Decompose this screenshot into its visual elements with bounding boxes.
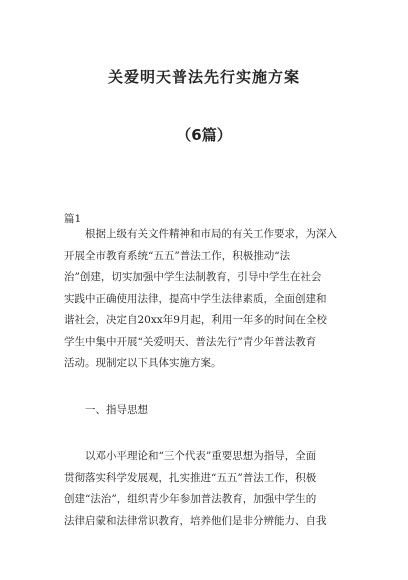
paragraph-line: 根据上级有关文件精神和市局的有关工作要求，为深入 [85, 228, 337, 240]
paragraph-2 [64, 446, 352, 532]
section-label: 篇1 [64, 213, 82, 225]
document-subtitle: （6篇） [176, 126, 232, 144]
section-heading: 一、指导思想 [85, 404, 148, 416]
paragraph-line: 实践中正确使用法律，提高中学生法律素质，全面创建和 [64, 292, 327, 305]
paragraph-line: 治”创建，切实加强中学生法制教育，引导中学生在社会 [64, 271, 322, 283]
paragraph-line: 开展全市教育系统“五五”普法工作，积极推动“法 [64, 249, 291, 262]
paragraph-line: 法律启蒙和法律常识教育，培养他们是非分辨能力、自我 [64, 514, 327, 527]
paragraph-line: 活动。现制定以下具体实施方案。 [64, 357, 222, 369]
paragraph-line: 谐社会，决定自20xx年9月起，利用一年多的时间在全校 [64, 314, 327, 326]
paragraph-line: 学生中集中开展“关爱明天、普法先行”青少年普法教育 [64, 335, 317, 348]
paragraph-line: 创建“法治”，组织青少年参加普法教育，加强中学生的 [64, 493, 317, 505]
paragraph-1 [64, 224, 352, 375]
document-title: 关爱明天普法先行实施方案 [107, 68, 300, 86]
paragraph-line: 贯彻落实科学发展观，扎实推进“五五”普法工作，积极 [64, 471, 317, 484]
paragraph-line: 以邓小平理论和“三个代表”重要思想为指导，全面 [85, 450, 317, 462]
